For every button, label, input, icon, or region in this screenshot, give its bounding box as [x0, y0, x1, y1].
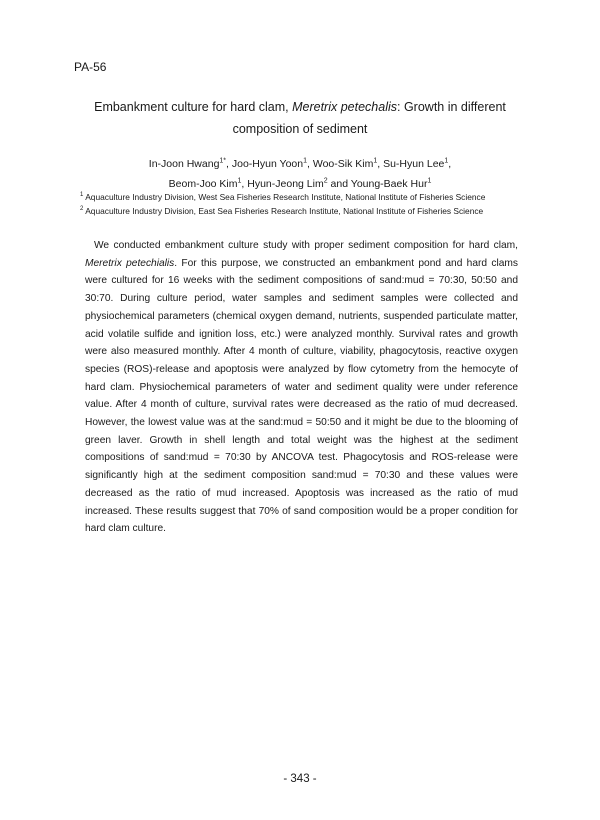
paper-title	[70, 96, 530, 140]
page-number: - 343 -	[283, 773, 317, 785]
author-name: In-Joon Hwang	[148, 158, 220, 170]
author-sup: 1*	[219, 157, 227, 165]
author-name: Beom-Joo Kim	[168, 178, 238, 190]
abstract-body: . For this purpose, we constructed an embankment pond and hard clams were cultured for 16 weeks with the sediment compositions of sand:mud = 70:30, 50:50 and 30:70. During culture period, water samples and sediment samples were collected and physiochemical parameters (chemical oxygen demand, nutrients, suspended particulate matter, acid volatile sulfide and ignition loss, etc.) were analyzed monthly. Survival rates and growth were also measured monthly. After 4 month of culture, viability, phagocytosis, reactive oxygen species (ROS)-release and apoptosis were analyzed by flow cytometry from the hemocyte of hard clam. Physiochemical parameters of water and sediment quality were under reference value. After 4 month of culture, survival rates were decreased as the ratio of mud decreased. However, the lowest value was at the sand:mud = 50:50 and it might be due to the blooming of green laver. Growth in shell length and total weight was the highest at the sediment compositions of sand:mud = 70:30 by ANCOVA test. Phagocytosis and ROS-release were significantly high at the sediment composition sand:mud = 70:30 and these values were decreased as the ratio of mud increased. Apoptosis was increased as the ratio of mud increased. These results suggest that 70% of sand composition would be a proper condition for hard clam culture.	[85, 257, 519, 535]
author-sep: ,	[226, 158, 232, 170]
abstract-lead: We conducted embankment culture study with proper sediment composition for hard clam,	[94, 240, 518, 251]
author-name: Joo-Hyun Yoon	[231, 158, 304, 170]
author-sup: 1	[373, 157, 378, 165]
author-sup: 1	[444, 157, 449, 165]
author-sup: 1	[303, 157, 308, 165]
author-sep: ,	[241, 178, 248, 190]
author-sep: ,	[307, 158, 313, 170]
affiliation-2	[80, 206, 540, 217]
author-sep: ,	[377, 158, 384, 170]
author-sup: 2	[323, 177, 328, 185]
abstract-paragraph	[85, 237, 518, 538]
affiliation-number: 2	[80, 206, 84, 213]
affiliation-text: Aquaculture Industry Division, East Sea Fisheries Research Institute, National Institute of Fisheries Science	[83, 206, 484, 216]
abstract-species: Meretrix petechialis	[85, 257, 175, 269]
author-name: Young-Baek Hur	[350, 178, 428, 190]
author-name: Su-Hyun Lee	[383, 158, 445, 170]
title-part1: Embankment culture for hard clam,	[94, 100, 293, 114]
title-species: Meretrix petechalis	[292, 100, 398, 114]
author-sep: and	[327, 178, 351, 190]
author-name: Hyun-Jeong Lim	[247, 178, 324, 190]
affiliation-1	[80, 192, 540, 203]
author-name: Woo-Sik Kim	[312, 158, 374, 170]
affiliation-number: 1	[80, 192, 84, 199]
author-sup: 1	[237, 177, 242, 185]
author-list	[70, 154, 530, 194]
poster-code: PA-56	[74, 60, 107, 74]
author-sup: 1	[427, 177, 432, 185]
author-sep: ,	[448, 158, 452, 170]
title-part2: : Growth in different composition of sediment	[232, 100, 506, 136]
affiliation-text: Aquaculture Industry Division, West Sea Fisheries Research Institute, National Institute of Fisheries Science	[83, 192, 486, 202]
